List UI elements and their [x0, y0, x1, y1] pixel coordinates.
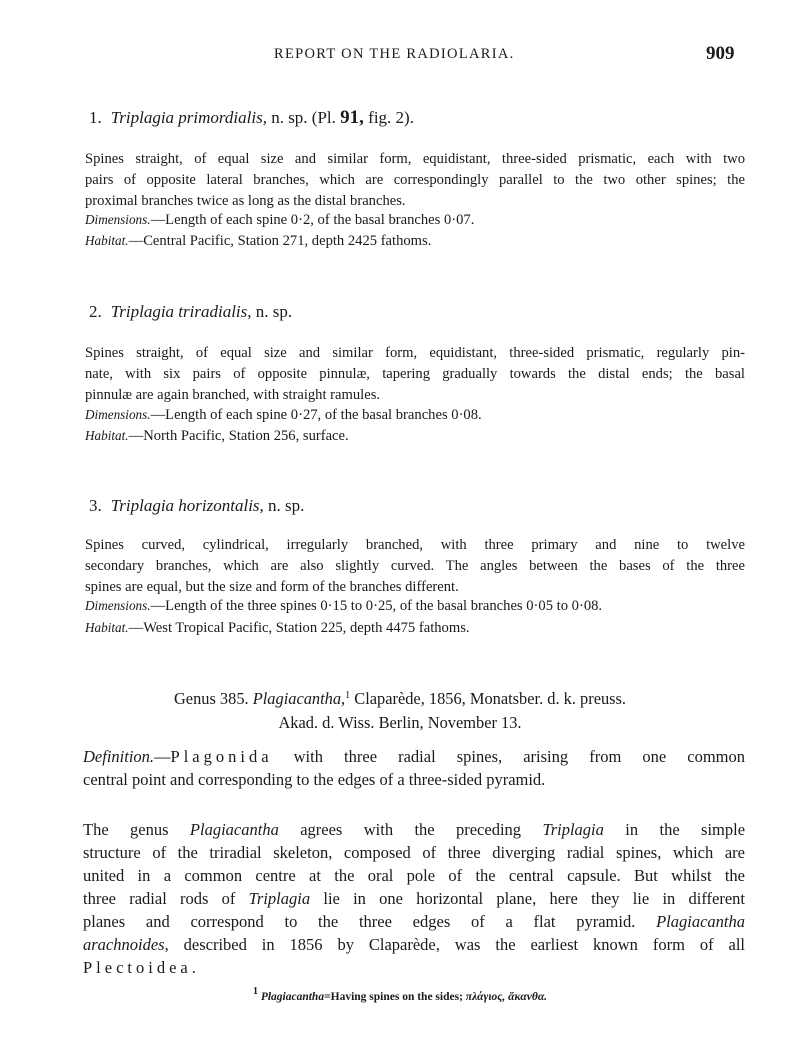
dimensions-text: —Length of each spine 0·2, of the basal branches 0·07. — [150, 212, 475, 228]
species-1-description — [85, 149, 745, 212]
species-suffix: n. sp. — [268, 496, 305, 515]
species-number: 2. — [89, 302, 102, 321]
species-3-description — [85, 535, 745, 598]
species-1-habitat — [85, 233, 431, 250]
species-1-title — [89, 107, 414, 129]
genus-heading — [0, 684, 800, 735]
genus-citation: Claparède, 1856, Monatsber. d. k. preuss. — [354, 689, 627, 708]
text-run: The genus — [83, 820, 169, 839]
footnote-greek: πλάγιος, ἄκανθα. — [465, 991, 548, 1003]
description-line: Spines straight, of equal size and similar form, equidistant, three-sided prismatic, regularly pin- — [85, 345, 745, 361]
genus-ref: Plagiacantha — [656, 912, 745, 931]
description-line: pinnulæ are again branched, with straight ramules. — [85, 387, 381, 403]
definition — [83, 745, 745, 791]
description-line: secondary branches, which are also slightly curved. The angles between the bases of the three — [85, 558, 745, 574]
dimensions-text: —Length of each spine 0·27, of the basal branches 0·08. — [150, 407, 482, 423]
text-run: three radial rods of — [83, 889, 236, 908]
species-2-description — [85, 343, 745, 406]
species-name: Triplagia triradialis, — [110, 302, 252, 321]
habitat-label: Habitat. — [85, 428, 129, 443]
definition-line-2: central point and corresponding to the edges of a three-sided pyramid. — [83, 770, 546, 789]
species-2-dimensions — [85, 407, 482, 424]
species-2-habitat — [85, 428, 349, 445]
text-run: agrees with the preceding — [300, 820, 522, 839]
genus-heading-line-1 — [0, 684, 800, 711]
discussion-line — [83, 910, 745, 933]
page-number: 909 — [706, 43, 735, 64]
habitat-text: —Central Pacific, Station 271, depth 2425 fathoms. — [128, 233, 432, 249]
dimensions-text: —Length of the three spines 0·15 to 0·25, of the basal branches 0·05 to 0·08. — [150, 598, 603, 614]
genus-ref: Triplagia — [248, 889, 311, 908]
species-ref: arachnoides, — [83, 935, 169, 954]
genus-number: Genus 385. — [173, 689, 249, 708]
discussion-line — [83, 887, 745, 910]
species-1-dimensions — [85, 212, 474, 229]
genus-ref: Triplagia — [542, 820, 604, 839]
discussion-line — [83, 818, 745, 841]
footnote-term: Plagiacantha — [260, 991, 325, 1003]
footnote-text: =Having spines on the sides; — [324, 991, 463, 1003]
genus-ref: Plagiacantha — [189, 820, 279, 839]
habitat-label: Habitat. — [85, 233, 129, 248]
description-line: proximal branches twice as long as the distal branches. — [85, 193, 406, 209]
footnote-mark: 1 — [345, 690, 351, 701]
text-run: in the simple — [625, 820, 746, 839]
species-suffix: n. sp. (Pl. — [271, 108, 336, 127]
description-line: Spines straight, of equal size and similar form, equidistant, three-sided prismatic, each with two — [85, 151, 745, 167]
dimensions-label: Dimensions. — [85, 598, 151, 613]
dimensions-label: Dimensions. — [85, 407, 151, 422]
discussion-line: structure of the triradial skeleton, composed of three diverging radial spines, which are — [83, 843, 745, 862]
family-name: Plagonida — [170, 747, 273, 766]
species-3-dimensions — [85, 598, 602, 615]
description-line: nate, with six pairs of opposite pinnulæ, tapering gradually towards the distal ends; the basal — [85, 366, 745, 382]
description-line: pairs of opposite lateral branches, which are correspondingly parallel to the two other spines; the — [85, 172, 745, 188]
discussion-paragraph — [83, 818, 745, 979]
text-run: lie in one horizontal plane, here they lie in different — [323, 889, 746, 908]
dimensions-label: Dimensions. — [85, 212, 151, 227]
species-number: 3. — [89, 496, 102, 515]
description-line: Spines curved, cylindrical, irregularly branched, with three primary and nine to twelve — [85, 537, 745, 553]
definition-label: Definition. — [83, 747, 155, 766]
page-header — [0, 43, 800, 70]
definition-dash: — — [154, 747, 171, 766]
species-name: Triplagia horizontalis, — [110, 496, 264, 515]
habitat-text: —West Tropical Pacific, Station 225, depth 4475 fathoms. — [128, 620, 470, 636]
discussion-line — [83, 933, 745, 956]
discussion-line: Plectoidea. — [83, 958, 200, 977]
species-3-habitat — [85, 620, 470, 637]
text-run: described in 1856 by Claparède, was the earliest known form of all — [183, 935, 745, 954]
species-2-title — [89, 302, 292, 322]
species-3-title — [89, 496, 304, 516]
species-number: 1. — [89, 108, 102, 127]
genus-name: Plagiacantha, — [252, 689, 346, 708]
species-name: Triplagia primordialis, — [110, 108, 267, 127]
footnote-mark: 1 — [252, 986, 258, 997]
definition-text: with three radial spines, arising from one common — [293, 747, 746, 766]
habitat-label: Habitat. — [85, 620, 129, 635]
plate-number: 91, — [340, 107, 364, 128]
running-head: REPORT ON THE RADIOLARIA. — [274, 46, 515, 62]
species-suffix: n. sp. — [255, 302, 293, 321]
description-line: spines are equal, but the size and form of the branches different. — [85, 579, 459, 595]
genus-heading-line-2: Akad. d. Wiss. Berlin, November 13. — [278, 713, 522, 732]
text-run: planes and correspond to the three edges of a flat pyramid. — [83, 912, 636, 931]
figure-ref: fig. 2). — [368, 108, 414, 127]
habitat-text: —North Pacific, Station 256, surface. — [128, 428, 349, 444]
discussion-line: united in a common centre at the oral pole of the central capsule. But whilst the — [83, 866, 745, 885]
footnote — [0, 986, 800, 1003]
definition-line-1 — [83, 745, 745, 768]
